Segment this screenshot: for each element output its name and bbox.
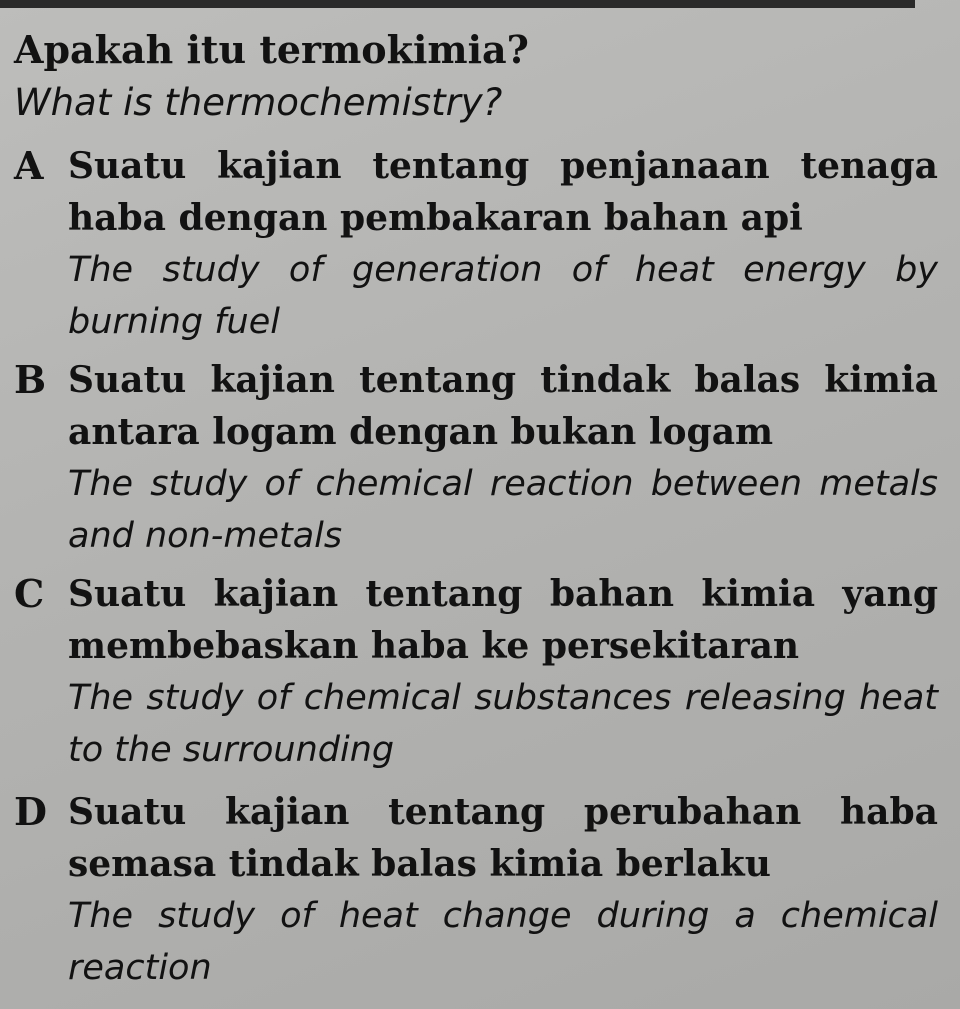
option-c-text-english: The study of chemical substances releasing heat to the surrounding bbox=[68, 678, 938, 770]
option-b-text-malay: Suatu kajian tentang tindak balas kimia antara logam dengan bukan logam bbox=[68, 359, 938, 453]
question-text-malay: Apakah itu termokimia? bbox=[14, 27, 529, 72]
option-d-text-english: The study of heat change during a chemical reaction bbox=[68, 896, 938, 988]
option-d-letter: D bbox=[14, 789, 47, 834]
option-d-text-malay: Suatu kajian tentang perubahan haba semasa tindak balas kimia berlaku bbox=[68, 791, 938, 885]
option-b-letter: B bbox=[14, 357, 47, 402]
option-a-letter: A bbox=[14, 143, 44, 188]
top-border-line bbox=[0, 0, 915, 8]
option-b-text-english: The study of chemical reaction between metals and non-metals bbox=[68, 464, 938, 556]
question-text-english: What is thermochemistry? bbox=[14, 81, 503, 124]
option-a-text-malay: Suatu kajian tentang penjanaan tenaga haba dengan pembakaran bahan api bbox=[68, 145, 938, 239]
option-c-text-malay: Suatu kajian tentang bahan kimia yang membebaskan haba ke persekitaran bbox=[68, 573, 938, 667]
option-a-text-english: The study of generation of heat energy by burning fuel bbox=[68, 250, 938, 342]
option-c-letter: C bbox=[14, 571, 45, 616]
